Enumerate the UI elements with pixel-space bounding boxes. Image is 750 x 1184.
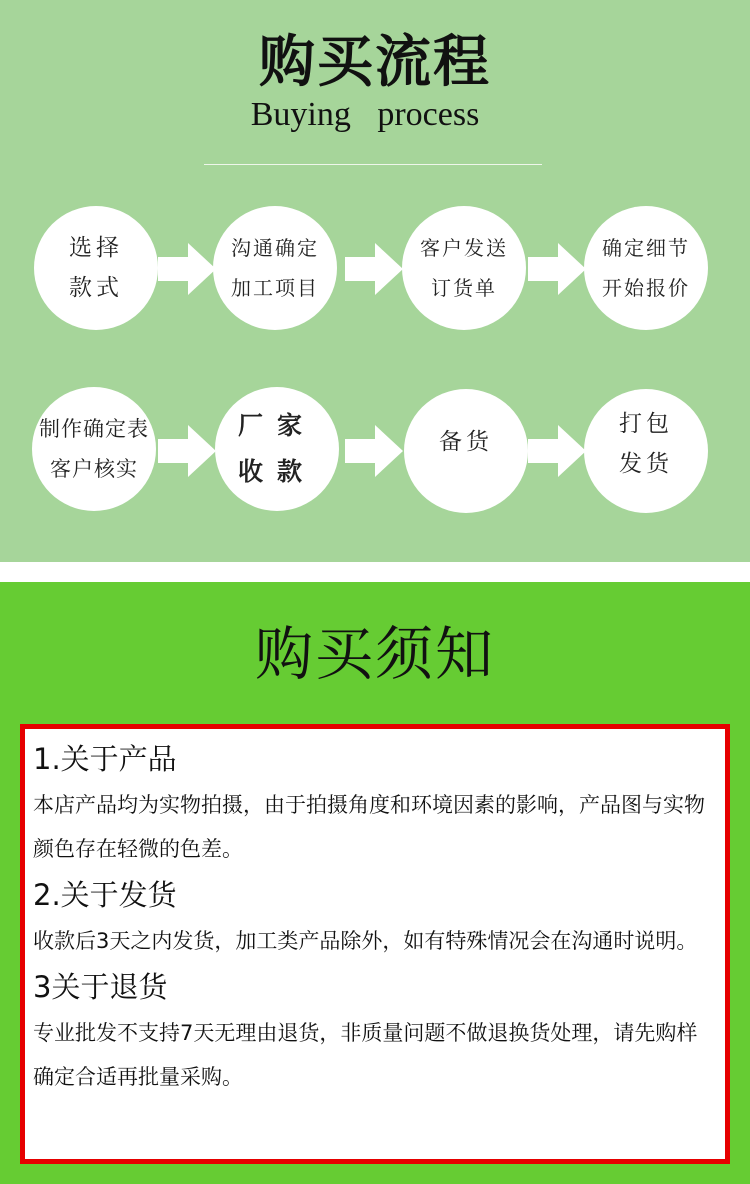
notice-body-product: 本店产品均为实物拍摄，由于拍摄角度和环境因素的影响，产品图与实物颜色存在轻微的色差。	[33, 793, 705, 861]
arrow-right-icon	[158, 425, 216, 477]
step-line: 备货	[439, 429, 493, 455]
purchase-notice-section	[0, 582, 750, 1184]
step-line: 制作确定表	[39, 417, 149, 441]
step-line: 发货	[619, 451, 673, 477]
step-customer-verify	[32, 387, 156, 511]
notice-heading-product: 1.关于产品	[33, 742, 177, 776]
arrow-right-icon	[345, 425, 403, 477]
notice-body-shipping: 收款后3天之内发货，加工类产品除外，如有特殊情况会在沟通时说明。	[33, 929, 698, 953]
step-factory-payment	[215, 387, 339, 511]
process-title: 购买流程	[259, 29, 491, 95]
step-pack-ship	[584, 389, 708, 513]
arrow-right-icon	[345, 243, 403, 295]
notice-box	[20, 724, 730, 1164]
step-send-order	[402, 206, 526, 330]
arrow-right-icon	[528, 425, 586, 477]
arrow-right-icon	[158, 243, 216, 295]
title-divider	[204, 164, 542, 165]
notice-body-returns: 专业批发不支持7天无理由退货，非质量问题不做退换货处理，请先购样确定合适再批量采购。	[33, 1021, 698, 1089]
notice-heading-returns: 3关于退货	[33, 970, 168, 1004]
buying-process-section	[0, 0, 750, 562]
step-line: 款式	[69, 275, 123, 301]
notice-content	[33, 735, 723, 1099]
arrow-right-icon	[528, 243, 586, 295]
step-confirm-processing	[213, 206, 337, 330]
notice-title: 购买须知	[254, 620, 495, 688]
step-line: 收款	[237, 457, 316, 486]
step-line: 沟通确定	[231, 236, 319, 260]
notice-heading-shipping: 2.关于发货	[33, 878, 177, 912]
step-line: 加工项目	[231, 276, 319, 300]
step-line: 开始报价	[602, 276, 690, 300]
step-confirm-quote	[584, 206, 708, 330]
step-choose-style	[34, 206, 158, 330]
step-line: 订货单	[431, 276, 497, 300]
step-line: 确定细节	[602, 236, 690, 260]
step-prepare-goods	[404, 389, 528, 513]
step-line: 厂家	[237, 411, 316, 440]
step-line: 打包	[619, 411, 673, 437]
step-line: 客户发送	[420, 236, 508, 260]
step-line: 选择	[69, 235, 123, 261]
process-subtitle: Buying process	[250, 96, 480, 133]
step-line: 客户核实	[50, 457, 138, 481]
